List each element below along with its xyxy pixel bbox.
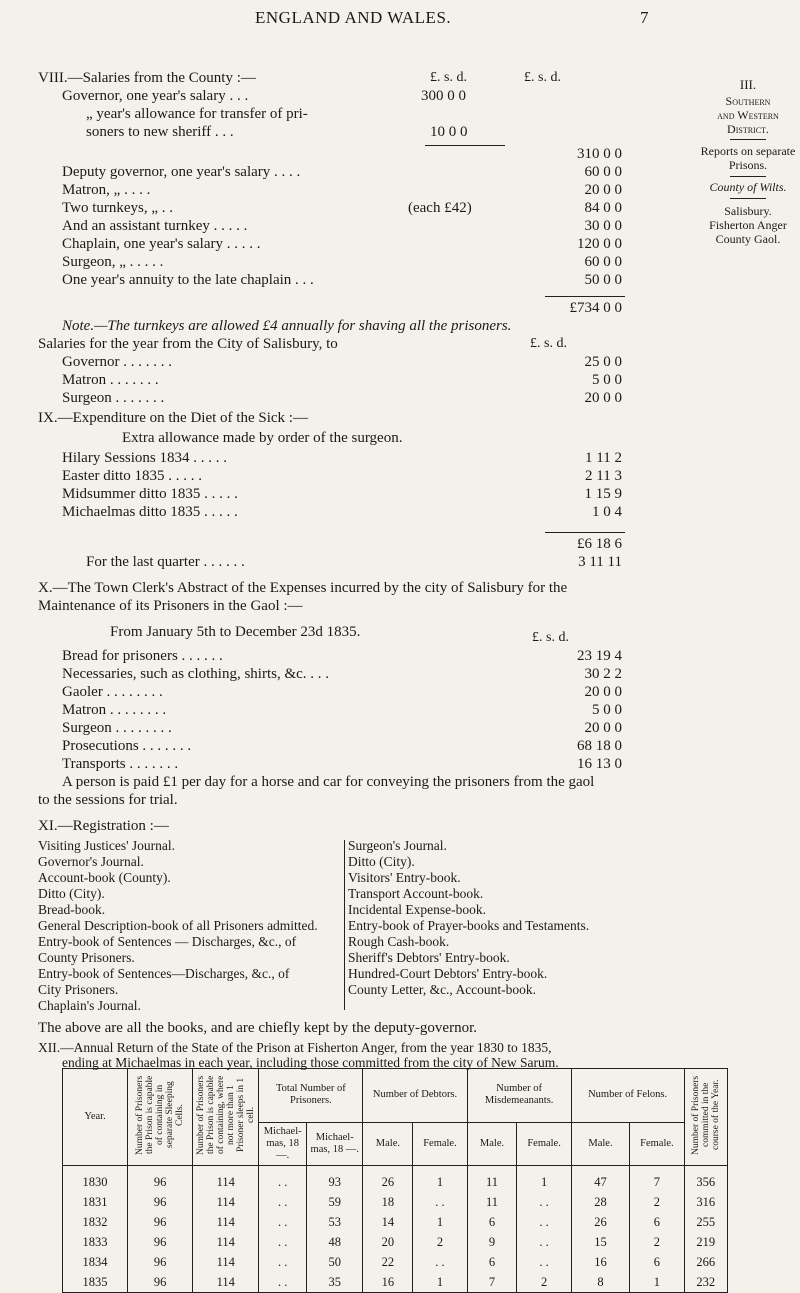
table-cell: 26 — [571, 1212, 630, 1232]
sidebar-reports-2: Prisons. — [728, 158, 768, 172]
felons-header: Number of Felons. — [588, 1089, 668, 1101]
salary-amount: 60 0 0 — [584, 254, 622, 270]
conveyance-note: A person is paid £1 per day for a horse and car for conveying the prisoners from the gaol — [62, 774, 595, 790]
table-cell: 93 — [307, 1166, 363, 1193]
last-quarter-label: For the last quarter . . . . . . — [86, 554, 245, 570]
sidebar-district-2: and Western — [717, 108, 779, 122]
table-cell: . . — [517, 1252, 571, 1272]
table-cell: 114 — [193, 1166, 259, 1193]
expense-amount: 16 13 0 — [577, 756, 622, 772]
table-cell: . . — [259, 1232, 307, 1252]
table-cell: 28 — [571, 1192, 630, 1212]
expense-amount: 5 0 0 — [592, 702, 622, 718]
table-cell: 1832 — [63, 1212, 128, 1232]
col-head-lsd: £. s. d. — [532, 630, 569, 645]
table-cell: 114 — [193, 1232, 259, 1252]
book-item: Transport Account-book. — [348, 886, 484, 901]
table-cell: 266 — [684, 1252, 727, 1272]
col-committed — [684, 1069, 727, 1166]
felons-female — [630, 1122, 684, 1165]
table-row — [63, 1252, 728, 1272]
table-cell: 16 — [571, 1252, 630, 1272]
table-cell: 1835 — [63, 1272, 128, 1293]
capacity-one-header: Number of Prisoners the Prison is capable of containing, where not more than 1 Prisoner sleeps in 1 cell. — [195, 1075, 256, 1155]
table-cell: . . — [517, 1192, 571, 1212]
debtors-male — [363, 1122, 413, 1165]
table-cell: 1 — [413, 1212, 467, 1232]
city-salary-label: Surgeon . . . . . . . — [62, 390, 165, 406]
book-item: Account-book (County). — [38, 870, 171, 885]
salary-amount: 20 0 0 — [584, 182, 622, 198]
city-salary-label: Governor . . . . . . . — [62, 354, 172, 370]
diet-label: Midsummer ditto 1835 . . . . . — [62, 486, 238, 502]
city-salary-amount: 5 0 0 — [592, 372, 622, 388]
table-cell: 11 — [467, 1192, 517, 1212]
expense-label: Transports . . . . . . . — [62, 756, 179, 772]
book-item: Ditto (City). — [348, 854, 415, 869]
expense-period: From January 5th to December 23d 1835. — [110, 624, 361, 640]
col-misdemeanants — [467, 1069, 571, 1123]
table-cell: 9 — [467, 1232, 517, 1252]
female-label: Female. — [640, 1137, 674, 1149]
table-cell: 114 — [193, 1252, 259, 1272]
salary-label: Chaplain, one year's salary . . . . . — [62, 236, 261, 252]
table-cell: . . — [517, 1212, 571, 1232]
salary-label: Deputy governor, one year's salary . . . . — [62, 164, 301, 180]
salary-amount: 60 0 0 — [584, 164, 622, 180]
table-cell: 48 — [307, 1232, 363, 1252]
total-rule — [545, 532, 625, 533]
col-total — [259, 1069, 363, 1123]
table-cell: 1831 — [63, 1192, 128, 1212]
total-rule — [545, 296, 625, 297]
table-row — [63, 1192, 728, 1212]
table-cell: 356 — [684, 1166, 727, 1193]
diet-label: Michaelmas ditto 1835 . . . . . — [62, 504, 238, 520]
table-cell: 2 — [413, 1232, 467, 1252]
committed-header: Number of Prisoners committed in the course of the Year. — [690, 1075, 721, 1155]
table-cell: 2 — [630, 1232, 684, 1252]
book-item: City Prisoners. — [38, 982, 119, 997]
col-felons — [571, 1069, 684, 1123]
annual-return-body — [63, 1166, 728, 1293]
debtors-female — [413, 1122, 467, 1165]
table-cell: 15 — [571, 1232, 630, 1252]
table-cell: . . — [259, 1212, 307, 1232]
book-item: Incidental Expense-book. — [348, 902, 486, 917]
total-sub-a-label: Michael-mas, 18 —. — [263, 1125, 302, 1161]
section-ix-subheading: Extra allowance made by order of the surgeon. — [122, 430, 403, 446]
sidebar-district-1: Southern — [725, 94, 771, 108]
table-cell: 35 — [307, 1272, 363, 1293]
table-row — [63, 1212, 728, 1232]
sidebar-divider — [730, 139, 766, 140]
misd-female — [517, 1122, 571, 1165]
table-cell: 6 — [467, 1212, 517, 1232]
table-cell: 1 — [517, 1166, 571, 1193]
diet-label: Hilary Sessions 1834 . . . . . — [62, 450, 227, 466]
salary-amount: 310 0 0 — [577, 146, 622, 162]
table-cell: 59 — [307, 1192, 363, 1212]
table-cell: 114 — [193, 1192, 259, 1212]
subtotal-rule — [425, 145, 505, 146]
salary-label: And an assistant turnkey . . . . . — [62, 218, 248, 234]
last-quarter-amount: 3 11 11 — [578, 554, 622, 570]
table-cell: 255 — [684, 1212, 727, 1232]
male-label: Male. — [375, 1137, 400, 1149]
sidebar-divider — [730, 198, 766, 199]
table-cell: 16 — [363, 1272, 413, 1293]
books-footer: The above are all the books, and are chiefly kept by the deputy-governor. — [38, 1020, 478, 1036]
table-cell: 26 — [363, 1166, 413, 1193]
table-cell: . . — [259, 1166, 307, 1193]
sidebar-divider — [730, 176, 766, 177]
expense-label: Surgeon . . . . . . . . — [62, 720, 172, 736]
table-row — [63, 1232, 728, 1252]
book-item: County Letter, &c., Account-book. — [348, 982, 537, 997]
table-cell: 1 — [413, 1166, 467, 1193]
city-salaries-heading: Salaries for the year from the City of Salisbury, to — [38, 336, 338, 352]
table-cell: 22 — [363, 1252, 413, 1272]
salary-mid: 300 0 0 — [421, 88, 466, 104]
table-row — [63, 1272, 728, 1293]
book-item: Bread-book. — [38, 902, 106, 917]
table-cell: 8 — [571, 1272, 630, 1293]
table-cell: 219 — [684, 1232, 727, 1252]
salary-amount: 84 0 0 — [584, 200, 622, 216]
section-x-heading-cont: Maintenance of its Prisoners in the Gaol :— — [38, 598, 303, 614]
column-divider — [344, 840, 345, 1010]
city-salary-label: Matron . . . . . . . — [62, 372, 159, 388]
book-item: Rough Cash-book. — [348, 934, 450, 949]
expense-amount: 68 18 0 — [577, 738, 622, 754]
salary-mid: (each £42) — [408, 200, 472, 216]
book-item: Hundred-Court Debtors' Entry-book. — [348, 966, 548, 981]
male-label: Male. — [479, 1137, 505, 1149]
book-item: County Prisoners. — [38, 950, 135, 965]
table-cell: 2 — [517, 1272, 571, 1293]
table-cell: 1 — [413, 1272, 467, 1293]
capacity-separate-header: Number of Prisoners the Prison is capable of containing in separate Sleeping Cells. — [135, 1075, 186, 1155]
annual-return-table — [62, 1068, 728, 1293]
expense-amount: 23 19 4 — [577, 648, 622, 664]
salary-amount: 30 0 0 — [584, 218, 622, 234]
table-cell: 18 — [363, 1192, 413, 1212]
table-cell: 96 — [128, 1232, 193, 1252]
salary-label: „ year's allowance for transfer of pri- — [86, 106, 308, 122]
section-viii-heading: VIII.—Salaries from the County :— — [38, 70, 256, 86]
table-cell: 11 — [467, 1166, 517, 1193]
table-cell: 114 — [193, 1272, 259, 1293]
book-item: Governor's Journal. — [38, 854, 144, 869]
female-label: Female. — [527, 1137, 561, 1149]
expense-amount: 30 2 2 — [584, 666, 622, 682]
misdemeanants-header: Number of Misdemeanants. — [484, 1083, 554, 1107]
sidebar-reports-1: Reports on separate — [700, 144, 796, 158]
book-item: Entry-book of Sentences—Discharges, &c., of — [38, 966, 290, 981]
city-salary-amount: 20 0 0 — [584, 390, 622, 406]
salary-label: One year's annuity to the late chaplain . . . — [62, 272, 314, 288]
salary-label: Surgeon, „ . . . . . — [62, 254, 164, 270]
col-capacity-separate — [128, 1069, 193, 1166]
county-total: £734 0 0 — [569, 300, 622, 316]
sidebar-place-3: County Gaol. — [715, 232, 781, 246]
diet-amount: 1 11 2 — [585, 450, 622, 466]
turnkey-note: Note.—The turnkeys are allowed £4 annually for shaving all the prisoners. — [62, 318, 512, 334]
table-cell: 14 — [363, 1212, 413, 1232]
diet-amount: 1 0 4 — [592, 504, 622, 520]
year-header: Year. — [84, 1111, 106, 1122]
expense-label: Gaoler . . . . . . . . — [62, 684, 163, 700]
section-x-heading: X.—The Town Clerk's Abstract of the Expenses incurred by the city of Salisbury for the — [38, 580, 568, 596]
book-item: Ditto (City). — [38, 886, 105, 901]
total-sub-b — [307, 1122, 363, 1165]
total-sub-b-label: Michael-mas, 18 —. — [310, 1131, 359, 1155]
table-row — [63, 1166, 728, 1193]
misd-male — [467, 1122, 517, 1165]
table-cell: . . — [517, 1232, 571, 1252]
table-cell: 6 — [630, 1252, 684, 1272]
salary-label: Two turnkeys, „ . . — [62, 200, 174, 216]
col-capacity-one — [193, 1069, 259, 1166]
table-cell: 1830 — [63, 1166, 128, 1193]
sidebar-place-2: Fisherton Anger — [709, 218, 787, 232]
col-year — [63, 1069, 128, 1166]
table-cell: 53 — [307, 1212, 363, 1232]
book-item: General Description-book of all Prisoners admitted. — [38, 918, 318, 933]
salary-label: soners to new sheriff . . . — [86, 124, 234, 140]
book-item: Surgeon's Journal. — [348, 838, 447, 853]
expense-label: Matron . . . . . . . . — [62, 702, 167, 718]
sidebar-place-1: Salisbury. — [724, 204, 772, 218]
book-item: Sheriff's Debtors' Entry-book. — [348, 950, 510, 965]
table-cell: 47 — [571, 1166, 630, 1193]
debtors-header: Number of Debtors. — [372, 1089, 458, 1101]
table-cell: 232 — [684, 1272, 727, 1293]
expense-label: Bread for prisoners . . . . . . — [62, 648, 223, 664]
total-header: Total Number of Prisoners. — [275, 1083, 346, 1107]
section-xi-heading: XI.—Registration :— — [38, 818, 169, 834]
section-ix-heading: IX.—Expenditure on the Diet of the Sick :— — [38, 410, 308, 426]
table-cell: . . — [259, 1252, 307, 1272]
table-cell: 96 — [128, 1212, 193, 1232]
table-cell: 96 — [128, 1166, 193, 1193]
table-cell: 114 — [193, 1212, 259, 1232]
table-cell: . . — [259, 1272, 307, 1293]
col-head-lsd: £. s. d. — [430, 70, 467, 85]
felons-male — [571, 1122, 630, 1165]
table-cell: . . — [259, 1192, 307, 1212]
salary-mid: 10 0 0 — [430, 124, 468, 140]
table-cell: 96 — [128, 1272, 193, 1293]
table-cell: 20 — [363, 1232, 413, 1252]
table-cell: 1834 — [63, 1252, 128, 1272]
salary-amount: 120 0 0 — [577, 236, 622, 252]
female-label: Female. — [423, 1137, 457, 1149]
diet-amount: 1 15 9 — [584, 486, 622, 502]
conveyance-note-cont: to the sessions for trial. — [38, 792, 178, 808]
expense-label: Prosecutions . . . . . . . — [62, 738, 192, 754]
table-cell: . . — [413, 1252, 467, 1272]
running-header: ENGLAND AND WALES. — [255, 8, 452, 27]
table-cell: 1 — [630, 1272, 684, 1293]
table-cell: 6 — [467, 1252, 517, 1272]
total-sub-a — [259, 1122, 307, 1165]
table-cell: 1833 — [63, 1232, 128, 1252]
expense-amount: 20 0 0 — [584, 720, 622, 736]
table-cell: 2 — [630, 1192, 684, 1212]
salary-label: Governor, one year's salary . . . — [62, 88, 249, 104]
table-cell: . . — [413, 1192, 467, 1212]
diet-label: Easter ditto 1835 . . . . . — [62, 468, 202, 484]
city-salary-amount: 25 0 0 — [584, 354, 622, 370]
section-xii-heading-cont: ending at Michaelmas in each year, including those committed from the city of New Sarum. — [62, 1055, 559, 1070]
col-debtors — [363, 1069, 467, 1123]
book-item: Visitors' Entry-book. — [348, 870, 461, 885]
sidebar-part: III. — [739, 77, 757, 92]
sidebar-district-3: District. — [727, 122, 769, 136]
section-xii-heading: XII.—Annual Return of the State of the Prison at Fisherton Anger, from the year 1830 to 1835, — [38, 1040, 552, 1055]
table-cell: 96 — [128, 1192, 193, 1212]
diet-total: £6 18 6 — [577, 536, 622, 552]
table-cell: 7 — [467, 1272, 517, 1293]
page-number: 7 — [640, 8, 649, 27]
salary-label: Matron, „ . . . . — [62, 182, 151, 198]
book-item: Entry-book of Prayer-books and Testaments. — [348, 918, 590, 933]
table-cell: 7 — [630, 1166, 684, 1193]
table-cell: 6 — [630, 1212, 684, 1232]
table-cell: 96 — [128, 1252, 193, 1272]
book-item: Visiting Justices' Journal. — [38, 838, 175, 853]
col-head-lsd: £. s. d. — [524, 70, 561, 85]
diet-amount: 2 11 3 — [585, 468, 622, 484]
book-item: Chaplain's Journal. — [38, 998, 141, 1013]
expense-label: Necessaries, such as clothing, shirts, &c. . . . — [62, 666, 330, 682]
expense-amount: 20 0 0 — [584, 684, 622, 700]
book-item: Entry-book of Sentences — Discharges, &c., of — [38, 934, 297, 949]
sidebar-county: County of Wilts. — [709, 180, 787, 194]
col-head-lsd: £. s. d. — [530, 336, 567, 351]
male-label: Male. — [588, 1137, 613, 1149]
salary-amount: 50 0 0 — [584, 272, 622, 288]
table-cell: 316 — [684, 1192, 727, 1212]
table-cell: 50 — [307, 1252, 363, 1272]
